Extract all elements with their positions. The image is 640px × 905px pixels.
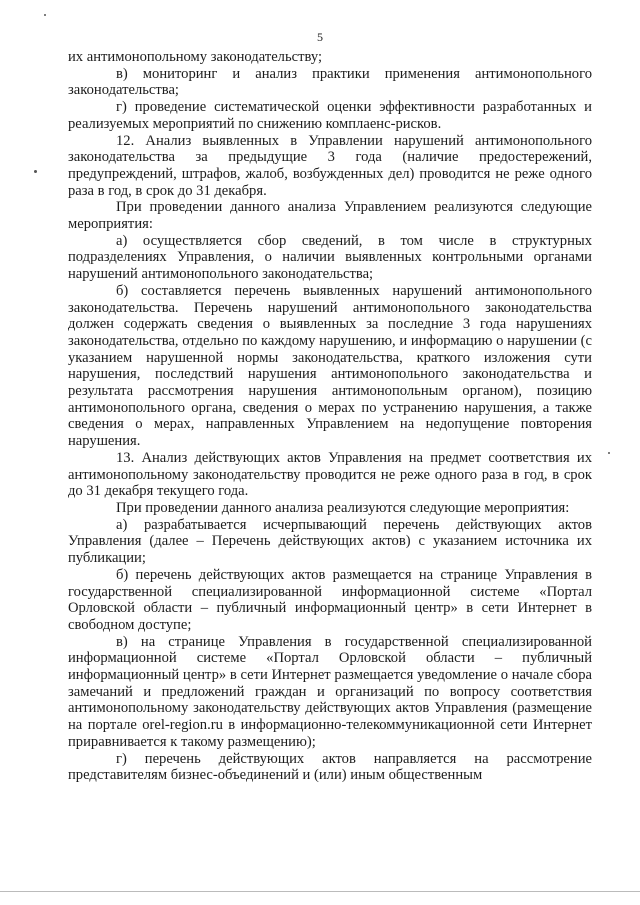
scan-speck — [44, 14, 46, 16]
paragraph: При проведении данного анализа Управлением реализуются следующие мероприятия: — [68, 199, 592, 233]
paragraph: г) перечень действующих актов направляется на рассмотрение представителям бизнес-объединений и (или) иным общественным — [68, 750, 592, 784]
paragraph: б) перечень действующих актов размещается на странице Управления в государственной специализированной информационной системе «Портал Орловской области – публичный информационный центр» в сети Интернет в свободном доступе; — [68, 566, 592, 633]
scan-speck — [608, 452, 610, 454]
paragraph: При проведении данного анализа реализуются следующие мероприятия: — [116, 499, 570, 516]
document-body — [68, 49, 592, 784]
paragraph: 12. Анализ выявленных в Управлении нарушений антимонопольного законодательства за предыдущие 3 года (наличие предостережений, предупреждений, штрафов, жалоб, возбужденных дел) проводится не реже одного раза в год, в срок до 31 декабря. — [68, 132, 592, 199]
paragraph: а) разрабатывается исчерпывающий перечень действующих актов Управления (далее – Перечень действующих актов) с указанием источника их публикации; — [68, 516, 592, 567]
paragraph: а) осуществляется сбор сведений, в том числе в структурных подразделениях Управления, о наличии выявленных контрольными органами нарушений антимонопольного законодательства; — [68, 232, 592, 283]
paragraph: в) на странице Управления в государственной специализированной информационной системе «Портал Орловской области – публичный информационный центр» в сети Интернет размещается уведомление о начале сбора замечаний и предложений граждан и организаций по вопросу соответствия антимонопольному законодательству действующих актов Управления (размещение на портале orel-region.ru в информационно-телекоммуникационной сети Интернет приравнивается к такому размещению); — [68, 633, 592, 750]
paragraph: их антимонопольному законодательству; — [68, 49, 323, 65]
paragraph: г) проведение систематической оценки эффективности разработанных и реализуемых мероприятий по снижению комплаенс-рисков. — [68, 99, 592, 132]
scan-speck — [34, 170, 37, 173]
paragraph: б) составляется перечень выявленных нарушений антимонопольного законодательства. Перечень нарушений антимонопольного законодательства должен содержать сведения о выявленных за последние 3 года нарушениях законодательства, отдельно по каждому нарушению, и информацию о нарушении (с указанием нарушенной нормы законодательства, краткого изложения сути нарушения, последствий нарушения антимонопольного законодательства и результата рассмотрения нарушения антимонопольным органом), позицию антимонопольного органа, сведения о мерах по устранению нарушения, а также сведения о мерах, направленных Управлением на недопущение повторения нарушения. — [68, 282, 592, 450]
scan-edge-line — [0, 891, 640, 892]
paragraph: в) мониторинг и анализ практики применения антимонопольного законодательства; — [68, 65, 592, 99]
paragraph: 13. Анализ действующих актов Управления на предмет соответствия их антимонопольному законодательству проводится не реже одного раза в год, в срок до 31 декабря текущего года. — [68, 449, 592, 500]
page-number: 5 — [317, 30, 323, 44]
